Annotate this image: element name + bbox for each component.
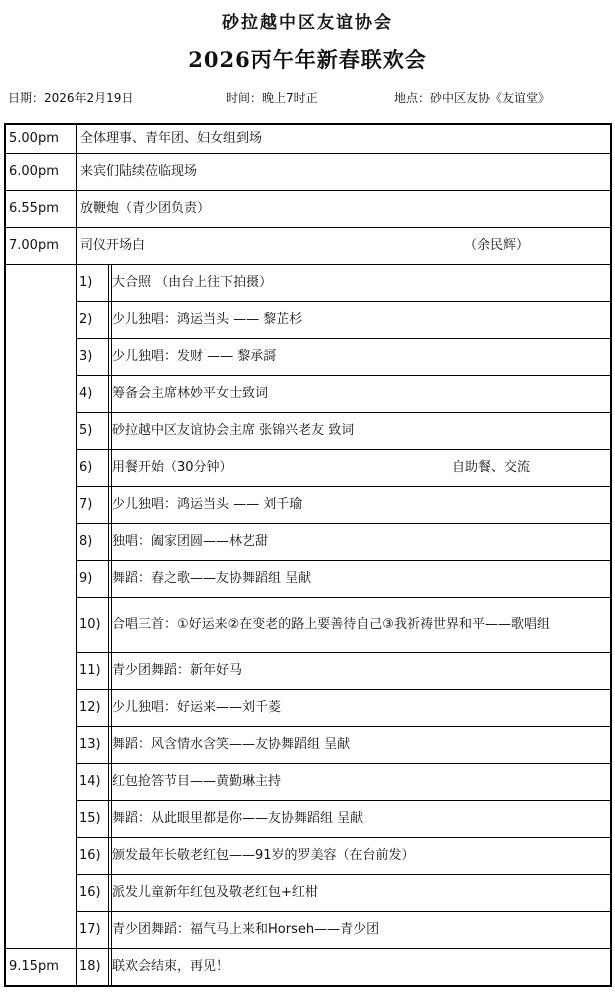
schedule-table xyxy=(4,123,612,987)
schedule-time: 9.15pm xyxy=(9,959,59,974)
program-item: 颁发最年长敬老红包——91岁的罗美容（在台前发） xyxy=(112,848,415,863)
number-column-rule xyxy=(108,948,109,987)
schedule-activity: 放鞭炮（青少团负责） xyxy=(80,201,211,216)
program-item: 少儿独唱：好运来——刘千菱 xyxy=(112,700,282,715)
program-item: 筹备会主席林妙平女士致词 xyxy=(112,386,269,401)
program-number: 15) xyxy=(79,811,101,826)
program-number: 16) xyxy=(79,848,101,863)
program-item: 少儿独唱：鸿运当头 —— 刘千瑜 xyxy=(112,497,303,512)
organization-name: 砂拉越中区友谊协会 xyxy=(222,13,393,33)
program-item: 联欢会结束，再见！ xyxy=(112,959,230,974)
program-item: 砂拉越中区友谊协会主席 张锦兴老友 致词 xyxy=(112,423,355,438)
program-number: 16) xyxy=(79,885,101,900)
program-item: 舞蹈：春之歌——友协舞蹈组 呈献 xyxy=(112,571,312,586)
table-border-bottom xyxy=(4,985,612,987)
program-number: 6) xyxy=(79,460,93,475)
number-column-rule-inner xyxy=(111,264,112,948)
schedule-time: 5.00pm xyxy=(9,130,59,146)
program-number: 10) xyxy=(79,617,101,632)
schedule-time: 6.55pm xyxy=(9,201,59,216)
event-date: 日期：2026年2月19日 xyxy=(8,91,134,105)
program-number: 5) xyxy=(79,423,93,438)
program-item: 大合照 （由台上往下拍摄） xyxy=(112,275,273,290)
program-number: 17) xyxy=(79,922,101,937)
program-item: 青少团舞蹈：新年好马 xyxy=(112,663,243,678)
program-number: 3) xyxy=(79,349,93,364)
schedule-time: 6.00pm xyxy=(9,164,59,179)
program-item: 青少团舞蹈：福气马上来和Horseh——青少团 xyxy=(112,922,380,937)
table-border-left xyxy=(4,123,6,987)
schedule-activity: 司仪开场白 xyxy=(80,238,146,253)
program-number: 7) xyxy=(79,497,93,512)
program-item: 派发儿童新年红包及敬老红包+红柑 xyxy=(112,885,318,900)
number-column-rule-inner xyxy=(111,948,112,987)
number-column-rule xyxy=(108,264,109,948)
schedule-activity: 全体理事、青年团、妇女组到场 xyxy=(80,130,263,146)
program-item: 红包抢答节目——黄勤琳主持 xyxy=(112,774,282,789)
program-number: 11) xyxy=(79,663,101,678)
program-item: 少儿独唱：鸿运当头 —— 黎芷杉 xyxy=(112,312,303,327)
program-item: 舞蹈：风含情水含笑——友协舞蹈组 呈献 xyxy=(112,737,351,752)
program-item: 独唱：阖家团圆——林艺甜 xyxy=(112,534,269,549)
program-number: 2) xyxy=(79,312,93,327)
schedule-activity: 来宾们陆续莅临现场 xyxy=(80,164,198,179)
program-number: 8) xyxy=(79,534,93,549)
program-note: 自助餐、交流 xyxy=(452,460,531,475)
program-number: 4) xyxy=(79,386,93,401)
program-item: 少儿独唱：发财 —— 黎承謌 xyxy=(112,349,277,364)
table-border-right xyxy=(610,123,612,987)
event-place: 地点：砂中区友协《友谊堂》 xyxy=(394,91,551,105)
schedule-time: 7.00pm xyxy=(9,238,59,253)
program-number: 18) xyxy=(79,959,101,974)
program-number: 1) xyxy=(79,275,93,290)
program-number: 13) xyxy=(79,737,101,752)
program-item: 用餐开始（30分钟） xyxy=(112,460,233,475)
program-number: 14) xyxy=(79,774,101,789)
program-number: 9) xyxy=(79,571,93,586)
event-title: 2026丙午年新春联欢会 xyxy=(188,47,427,72)
event-time: 时间：晚上7时正 xyxy=(226,91,318,105)
program-item: 舞蹈：从此眼里都是你——友协舞蹈组 呈献 xyxy=(112,811,364,826)
program-number: 12) xyxy=(79,700,101,715)
schedule-host: （余民辉） xyxy=(464,238,530,253)
program-item: 合唱三首：①好运来②在变老的路上要善待自己③我祈祷世界和平——歌唱组 xyxy=(112,617,550,632)
